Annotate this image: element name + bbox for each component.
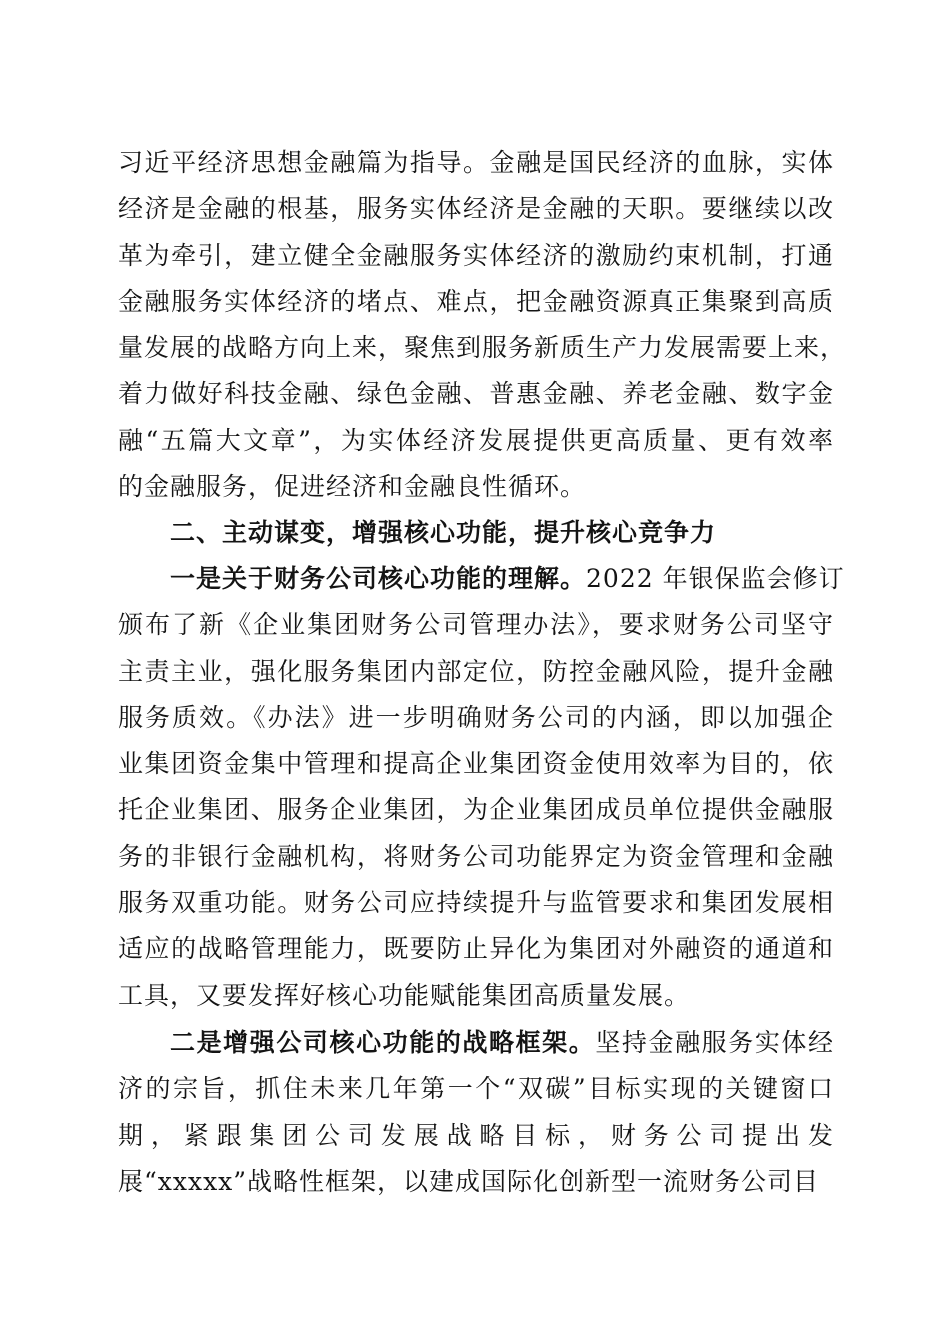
text-line: 服务质效。《办法》进一步明确财务公司的内涵，即以加强企: [118, 702, 834, 732]
text-line: 期，紧跟集团公司发展战略目标，财务公司提出发: [118, 1120, 834, 1150]
text-line: 的金融服务，促进经济和金融良性循环。: [118, 472, 587, 502]
section-heading-2-block: [118, 510, 834, 556]
paragraph-lead-rest: 2022 年银保监会修订: [586, 564, 845, 593]
paragraph-lead-rest: 坚持金融服务实体经: [595, 1028, 834, 1057]
text-line: 融“五篇大文章”，为实体经济发展提供更高质量、更有效率: [118, 425, 834, 455]
text-line: 工具，又要发挥好核心功能赋能集团高质量发展。: [118, 980, 691, 1010]
text-line-first: [118, 556, 845, 602]
text-line: 着力做好科技金融、绿色金融、普惠金融、养老金融、数字金: [118, 379, 834, 409]
text-line: 务的非银行金融机构，将财务公司功能界定为资金管理和金融: [118, 841, 834, 871]
text-line: 主责主业，强化服务集团内部定位，防控金融风险，提升金融: [118, 656, 834, 686]
text-line: 适应的战略管理能力，既要防止异化为集团对外融资的通道和: [118, 934, 834, 964]
paragraph-intro: [118, 140, 847, 510]
paragraph-lead: 二是增强公司核心功能的战略框架。: [170, 1028, 596, 1057]
text-line: 托企业集团、服务企业集团，为企业集团成员单位提供金融服: [118, 795, 834, 825]
text-line: 量发展的战略方向上来，聚焦到服务新质生产力发展需要上来，: [118, 333, 847, 363]
section-heading: 二、主动谋变，增强核心功能，提升核心竞争力: [170, 518, 717, 547]
text-line: 业集团资金集中管理和提高企业集团资金使用效率为目的，依: [118, 749, 834, 779]
text-line: 颁布了新《企业集团财务公司管理办法》，要求财务公司坚守: [118, 610, 834, 640]
paragraph-core-function: [118, 556, 845, 1019]
text-line: 革为牵引，建立健全金融服务实体经济的激励约束机制，打通: [118, 240, 834, 270]
text-line: 金融服务实体经济的堵点、难点，把金融资源真正集聚到高质: [118, 286, 834, 316]
text-line: 经济是金融的根基，服务实体经济是金融的天职。要继续以改: [118, 194, 834, 224]
paragraph-lead: 一是关于财务公司核心功能的理解。: [170, 564, 587, 593]
text-line: 服务双重功能。财务公司应持续提升与监管要求和集团发展相: [118, 888, 834, 918]
text-line: 习近平经济思想金融篇为指导。金融是国民经济的血脉，实体: [118, 148, 834, 177]
text-line: 展“xxxxx”战略性框架，以建成国际化创新型一流财务公司目: [118, 1166, 820, 1196]
paragraph-strategy-framework: [118, 1020, 834, 1205]
text-line: 济的宗旨，抓住未来几年第一个“双碳”目标实现的关键窗口: [118, 1074, 834, 1104]
text-line-first: [118, 1020, 834, 1066]
